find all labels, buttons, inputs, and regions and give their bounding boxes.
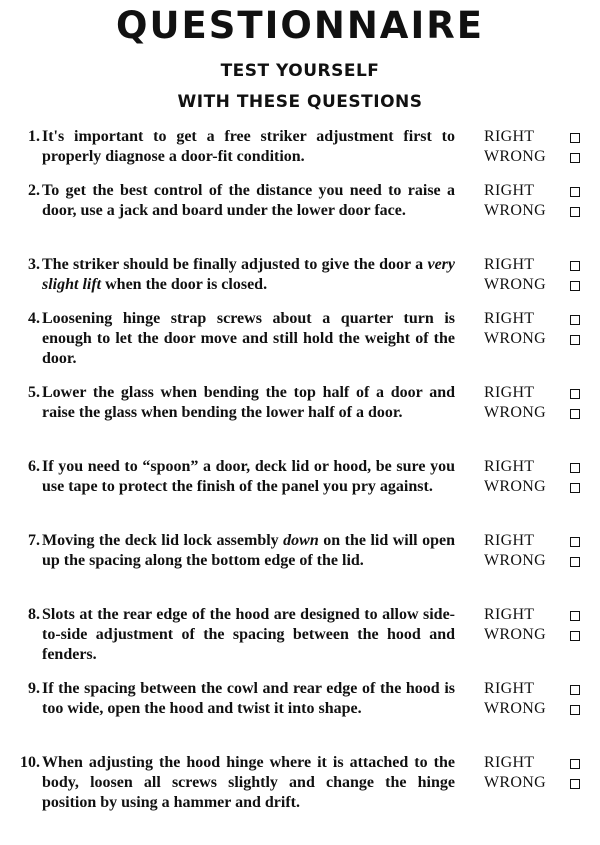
answer-right-label: RIGHT xyxy=(484,384,535,401)
question-number: 1. xyxy=(28,128,40,145)
question-text: Loosening hinge strap screws about a quarter turn is enough to let the door move and still hold the weight of the door. xyxy=(42,310,455,367)
answer-wrong[interactable] xyxy=(484,201,580,221)
answer-right-checkbox[interactable] xyxy=(570,133,580,143)
answer-options xyxy=(484,255,580,309)
question-text: Slots at the rear edge of the hood are designed to allow side-to-side adjustment of the spacing between the hood and fenders. xyxy=(42,606,455,663)
answer-right-label: RIGHT xyxy=(484,128,535,145)
subtitle-line-1: TEST YOURSELF xyxy=(220,61,380,81)
question-item xyxy=(0,127,600,181)
answer-right[interactable] xyxy=(484,383,580,403)
answer-right[interactable] xyxy=(484,181,580,201)
answer-options xyxy=(484,457,580,531)
answer-right-checkbox[interactable] xyxy=(570,685,580,695)
answer-right[interactable] xyxy=(484,605,580,625)
question-text-part: Moving the deck lid lock assembly xyxy=(42,532,284,549)
question-text-part: on the lid will open up the spacing along the bottom edge of the lid. xyxy=(42,532,455,569)
answer-wrong-label: WRONG xyxy=(484,404,546,421)
answer-right[interactable] xyxy=(484,255,580,275)
answer-wrong[interactable] xyxy=(484,329,580,349)
question-text: To get the best control of the distance you need to raise a door, use a jack and board under the lower door face. xyxy=(42,182,455,219)
question-text-emphasis: very slight lift xyxy=(42,256,455,293)
answer-right-checkbox[interactable] xyxy=(570,611,580,621)
question-item xyxy=(0,309,600,383)
answer-options xyxy=(484,181,580,255)
answer-right[interactable] xyxy=(484,457,580,477)
question-number: 2. xyxy=(28,182,40,199)
answer-right-label: RIGHT xyxy=(484,458,535,475)
question-number: 9. xyxy=(28,680,40,697)
answer-options xyxy=(484,127,580,181)
answer-right[interactable] xyxy=(484,531,580,551)
answer-wrong-label: WRONG xyxy=(484,202,546,219)
answer-right-checkbox[interactable] xyxy=(570,463,580,473)
answer-wrong-checkbox[interactable] xyxy=(570,705,580,715)
answer-wrong-label: WRONG xyxy=(484,478,546,495)
question-number: 4. xyxy=(28,310,40,327)
question-text-part: The striker should be finally adjusted to give the door a xyxy=(42,256,428,273)
answer-wrong[interactable] xyxy=(484,773,580,793)
answer-wrong-checkbox[interactable] xyxy=(570,281,580,291)
answer-right-label: RIGHT xyxy=(484,680,535,697)
question-text-emphasis: down xyxy=(283,532,319,549)
answer-options xyxy=(484,383,580,457)
answer-wrong-label: WRONG xyxy=(484,148,546,165)
answer-wrong-label: WRONG xyxy=(484,774,546,791)
question-list xyxy=(0,127,600,827)
question-number: 8. xyxy=(28,606,40,623)
answer-right[interactable] xyxy=(484,127,580,147)
answer-wrong[interactable] xyxy=(484,699,580,719)
answer-wrong[interactable] xyxy=(484,625,580,645)
answer-wrong-checkbox[interactable] xyxy=(570,557,580,567)
answer-wrong-checkbox[interactable] xyxy=(570,153,580,163)
answer-right-label: RIGHT xyxy=(484,532,535,549)
page-title: QUESTIONNAIRE xyxy=(116,4,484,47)
answer-wrong-label: WRONG xyxy=(484,330,546,347)
answer-wrong-checkbox[interactable] xyxy=(570,207,580,217)
question-number: 10. xyxy=(20,754,40,771)
answer-wrong[interactable] xyxy=(484,477,580,497)
answer-right-checkbox[interactable] xyxy=(570,261,580,271)
question-number: 7. xyxy=(28,532,40,549)
question-item xyxy=(0,679,600,753)
question-text: When adjusting the hood hinge where it is attached to the body, loosen all screws slightly and change the hinge position by using a hammer and drift. xyxy=(42,754,455,811)
subtitle-line-2: WITH THESE QUESTIONS xyxy=(177,92,423,112)
answer-wrong[interactable] xyxy=(484,147,580,167)
question-text xyxy=(40,531,455,605)
answer-right-label: RIGHT xyxy=(484,606,535,623)
answer-right-checkbox[interactable] xyxy=(570,315,580,325)
answer-wrong-checkbox[interactable] xyxy=(570,483,580,493)
answer-right[interactable] xyxy=(484,753,580,773)
question-text: If you need to “spoon” a door, deck lid or hood, be sure you use tape to protect the finish of the panel you pry against. xyxy=(42,458,455,495)
question-number: 6. xyxy=(28,458,40,475)
question-text: Lower the glass when bending the top half of a door and raise the glass when bending the lower half of a door. xyxy=(42,384,455,421)
answer-wrong-label: WRONG xyxy=(484,700,546,717)
answer-right-checkbox[interactable] xyxy=(570,389,580,399)
answer-right-label: RIGHT xyxy=(484,310,535,327)
question-item xyxy=(0,255,600,309)
answer-right-label: RIGHT xyxy=(484,182,535,199)
question-text: If the spacing between the cowl and rear edge of the hood is too wide, open the hood and twist it into shape. xyxy=(42,680,455,717)
answer-right-checkbox[interactable] xyxy=(570,759,580,769)
answer-wrong[interactable] xyxy=(484,275,580,295)
question-item xyxy=(0,181,600,255)
answer-options xyxy=(484,309,580,383)
answer-right[interactable] xyxy=(484,309,580,329)
answer-options xyxy=(484,605,580,679)
answer-right-label: RIGHT xyxy=(484,754,535,771)
answer-right[interactable] xyxy=(484,679,580,699)
answer-right-label: RIGHT xyxy=(484,256,535,273)
question-item xyxy=(0,531,600,605)
answer-right-checkbox[interactable] xyxy=(570,187,580,197)
question-text xyxy=(40,255,455,309)
question-item xyxy=(0,383,600,457)
answer-options xyxy=(484,531,580,605)
answer-wrong-checkbox[interactable] xyxy=(570,779,580,789)
question-text-part: when the door is closed. xyxy=(101,276,268,293)
answer-wrong-checkbox[interactable] xyxy=(570,409,580,419)
answer-wrong-checkbox[interactable] xyxy=(570,631,580,641)
answer-right-checkbox[interactable] xyxy=(570,537,580,547)
answer-wrong-label: WRONG xyxy=(484,626,546,643)
answer-options xyxy=(484,753,580,827)
question-item xyxy=(0,457,600,531)
answer-wrong[interactable] xyxy=(484,551,580,571)
answer-wrong[interactable] xyxy=(484,403,580,423)
answer-options xyxy=(484,679,580,753)
question-text: It's important to get a free striker adjustment first to properly diagnose a door-fit condition. xyxy=(42,128,455,165)
answer-wrong-checkbox[interactable] xyxy=(570,335,580,345)
question-number: 3. xyxy=(28,256,40,273)
question-item xyxy=(0,753,600,827)
answer-wrong-label: WRONG xyxy=(484,276,546,293)
answer-wrong-label: WRONG xyxy=(484,552,546,569)
question-item xyxy=(0,605,600,679)
question-number: 5. xyxy=(28,384,40,401)
